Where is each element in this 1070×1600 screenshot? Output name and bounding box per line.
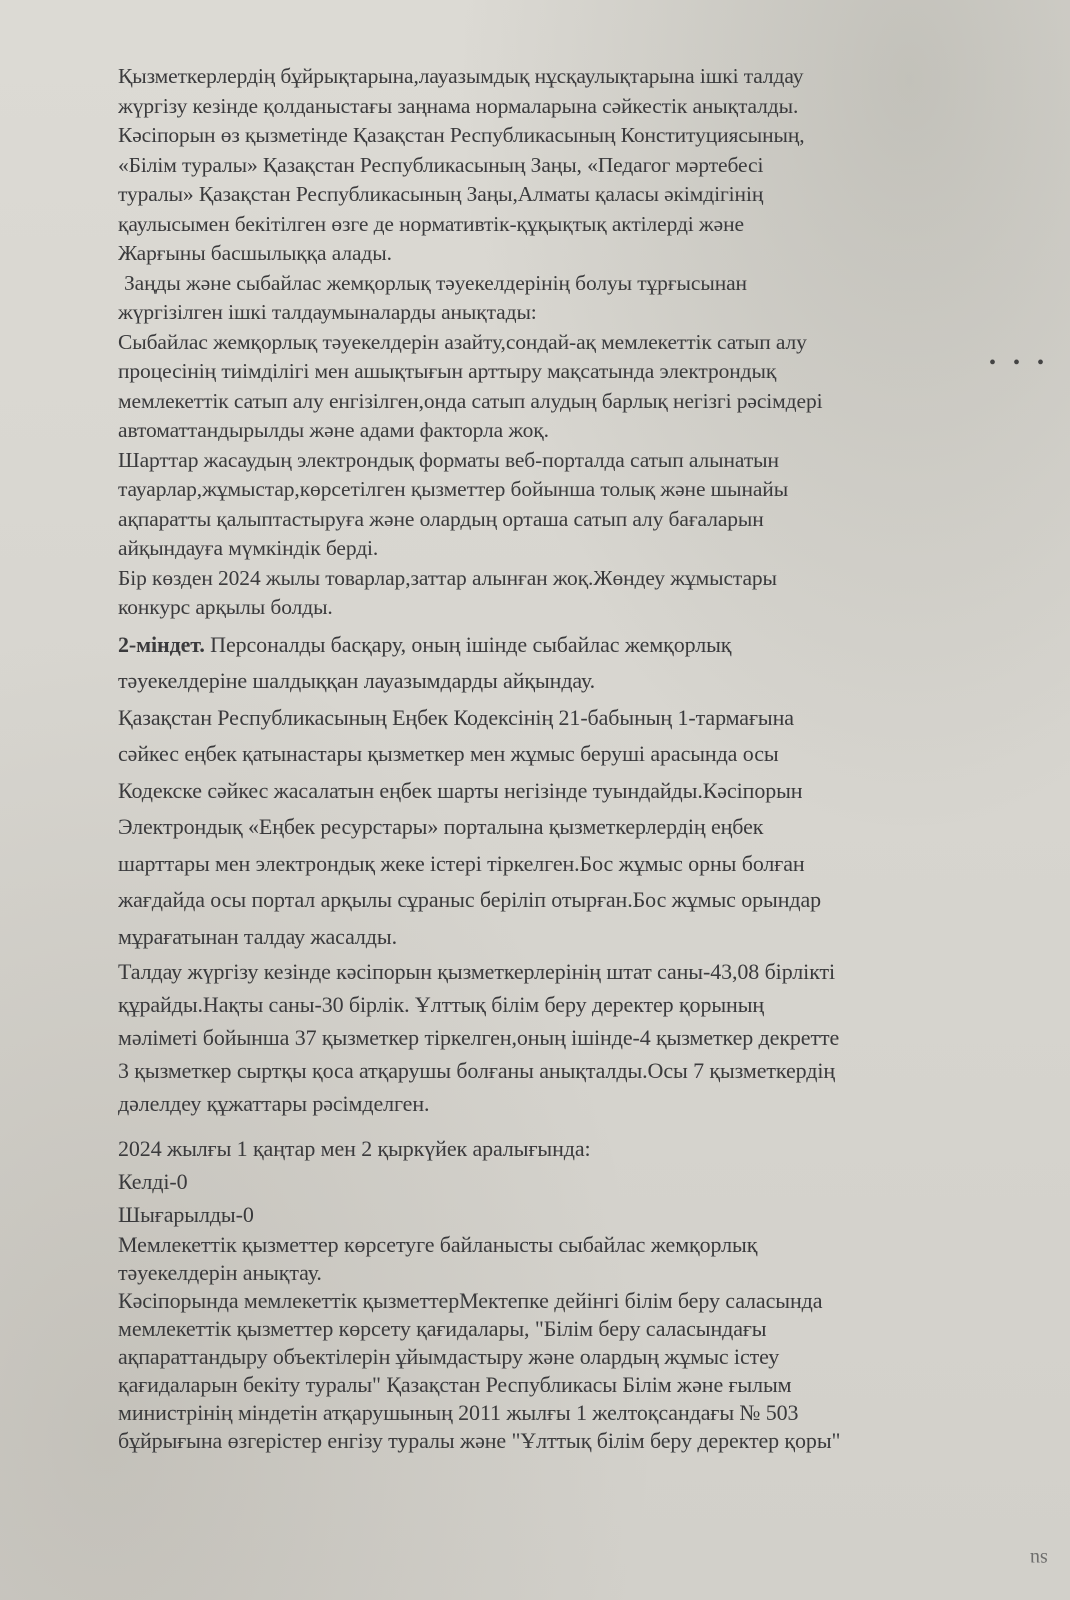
text-line: Жарғыны басшылыққа алады. bbox=[118, 241, 392, 265]
text-line: Қазақстан Республикасының Еңбек Кодексінің 21-бабының 1-тармағына bbox=[118, 704, 794, 730]
text-line: Сыбайлас жемқорлық тәуекелдерін азайту,сондай-ақ мемлекеттік сатып алу bbox=[118, 329, 807, 354]
text-line: Шығарылды-0 bbox=[118, 1202, 254, 1227]
section-staff-analysis bbox=[118, 955, 1018, 1120]
text-line: конкурс арқылы болды. bbox=[118, 595, 333, 619]
text-line: Қызметкерлердің бұйрықтарына,лауазымдық нұсқаулықтарына ішкі талдау bbox=[118, 64, 804, 88]
text-line: тауарлар,жұмыстар,көрсетілген қызметтер бойынша толық және шынайы bbox=[118, 477, 789, 501]
ink-dots: • • • bbox=[988, 352, 1050, 374]
bleed-through-text: su bbox=[1030, 1548, 1048, 1570]
text-line: процесінің тиімділігі мен ашықтығын арттыру мақсатында электрондық bbox=[118, 359, 777, 383]
task-label: 2-міндет. bbox=[118, 631, 205, 657]
text-line: 3 қызметкер сыртқы қоса атқарушы болғаны анықталды.Осы 7 қызметкердің bbox=[118, 1058, 836, 1083]
document-body bbox=[118, 62, 1018, 1587]
text-line: автоматтандырылды және адами факторла жоқ. bbox=[118, 418, 549, 442]
text-line: тәуекелдерін анықтау. bbox=[118, 1260, 322, 1285]
text-line: дәлелдеу құжаттары рәсімделген. bbox=[118, 1091, 430, 1116]
text-line: Заңды және сыбайлас жемқорлық тәуекелдерінің болуы тұрғысынан bbox=[124, 270, 747, 295]
text-line: Электрондық «Еңбек ресурстары» порталына қызметкерлердің еңбек bbox=[118, 814, 764, 839]
text-line: Шарттар жасаудың электрондық форматы веб-порталда сатып алынатын bbox=[118, 447, 779, 472]
text-line: Мемлекеттік қызметтер көрсетуге байланысты сыбайлас жемқорлық bbox=[118, 1232, 758, 1257]
text-line: жағдайда осы портал арқылы сұраныс беріліп отырған.Бос жұмыс орындар bbox=[118, 887, 822, 912]
text-line: бұйрығына өзгерістер енгізу туралы және "Ұлттық білім беру деректер қоры" bbox=[118, 1428, 841, 1453]
section-legal-basis bbox=[118, 62, 1018, 623]
text-line: жүргізу кезінде қолданыстағы заңнама нормаларына сәйкестік анықталды. bbox=[118, 93, 799, 118]
text-line: мәліметі бойынша 37 қызметкер тіркелген,оның ішінде-4 қызметкер декретте bbox=[118, 1025, 840, 1050]
text-line: Бір көзден 2024 жылы товарлар,заттар алынған жоқ.Жөндеу жұмыстары bbox=[118, 565, 777, 590]
section-public-services bbox=[118, 1231, 1018, 1455]
text-line: қаулысымен бекітілген өзге де нормативтік-құқықтық актілерді және bbox=[118, 211, 744, 236]
text-line: мұрағатынан талдау жасалды. bbox=[118, 923, 397, 949]
text-line: Кәсіпорын өз қызметінде Қазақстан Республикасының Конституциясының, bbox=[118, 123, 805, 147]
text-line: қағидаларын бекіту туралы" Қазақстан Республикасы Білім және ғылым bbox=[118, 1372, 792, 1397]
section-task-2 bbox=[118, 627, 1018, 956]
text-line: Кодекске сәйкес жасалатын еңбек шарты негізінде туындайды.Кәсіпорын bbox=[118, 777, 803, 803]
section-period-stats bbox=[118, 1132, 1018, 1231]
text-line: сәйкес еңбек қатынастары қызметкер мен жұмыс беруші арасында осы bbox=[118, 741, 779, 766]
text-line: Талдау жүргізу кезінде кәсіпорын қызметкерлерінің штат саны-43,08 бірлікті bbox=[118, 959, 836, 984]
text-line: мемлекеттік сатып алу енгізілген,онда сатып алудың барлық негізгі рәсімдері bbox=[118, 388, 823, 413]
text-line: ақпараттандыру объектілерін ұйымдастыру және олардың жұмыс істеу bbox=[118, 1344, 780, 1369]
text-line: құрайды.Нақты саны-30 бірлік. Ұлттық білім беру деректер қорының bbox=[118, 992, 765, 1017]
text-line: тәуекелдеріне шалдыққан лауазымдарды айқындау. bbox=[118, 668, 596, 693]
text-line: мемлекеттік қызметтер көрсету қағидалары, "Білім беру саласындағы bbox=[118, 1316, 767, 1341]
text-line: Келді-0 bbox=[118, 1169, 188, 1194]
text-line: 2024 жылғы 1 қаңтар мен 2 қыркүйек аралығында: bbox=[118, 1136, 591, 1161]
task-heading bbox=[118, 627, 1018, 664]
text-line: туралы» Қазақстан Республикасының Заңы,Алматы қаласы әкімдігінің bbox=[118, 182, 764, 206]
text-line: ақпаратты қалыптастыруға және олардың орташа сатып алу бағаларын bbox=[118, 506, 764, 531]
text-line: Кәсіпорында мемлекеттік қызметтерМектепке дейінгі білім беру саласында bbox=[118, 1288, 823, 1313]
text-line: айқындауға мүмкіндік берді. bbox=[118, 536, 379, 560]
text-line: шарттары мен электрондық жеке істері тіркелген.Бос жұмыс орны болған bbox=[118, 850, 805, 876]
text-line: «Білім туралы» Қазақстан Республикасының Заңы, «Педагог мәртебесі bbox=[118, 152, 764, 177]
text-line: жүргізілген ішкі талдаумыналарды анықтады: bbox=[118, 300, 537, 324]
task-heading-text: Персоналды басқару, оның ішінде сыбайлас жемқорлық bbox=[204, 631, 732, 657]
text-line: министрінің міндетін атқарушының 2011 жылғы 1 желтоқсандағы № 503 bbox=[118, 1400, 799, 1425]
